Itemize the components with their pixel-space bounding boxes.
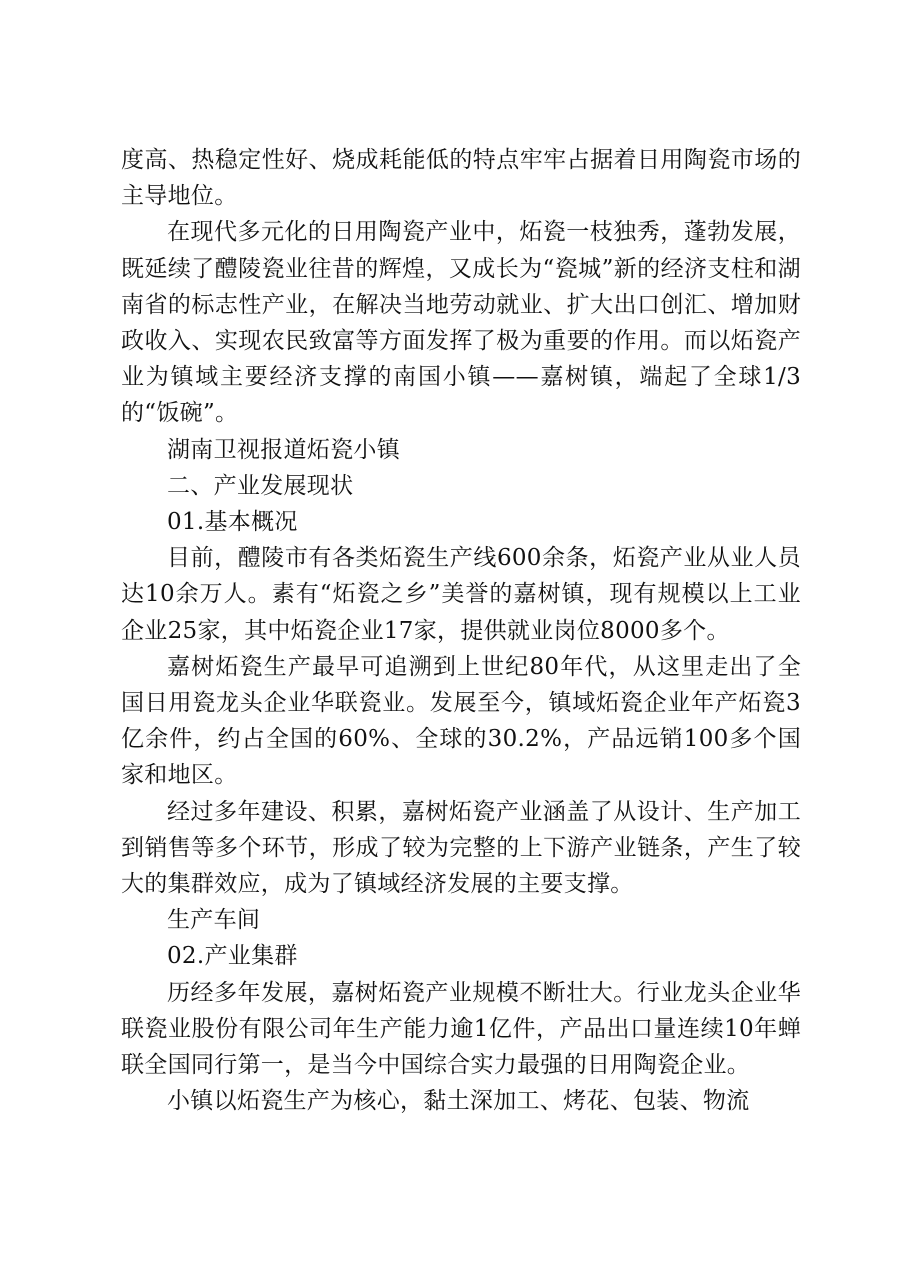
paragraph-intro-stoneware: 在现代多元化的日用陶瓷产业中，炻瓷一枝独秀，蓬勃发展，既延续了醴陵瓷业往昔的辉煌，又成长为“瓷城”新的经济支柱和湖南省的标志性产业，在解决当地劳动就业、扩大出口创汇、增加财政收入、实现农民致富等方面发挥了极为重要的作用。而以炻瓷产业为镇域主要经济支撑的南国小镇——嘉树镇，端起了全球1/3的“饭碗”。	[121, 219, 801, 427]
caption-workshop: 生产车间	[167, 907, 261, 934]
paragraph-cluster: 历经多年发展，嘉树炻瓷产业规模不断壮大。行业龙头企业华联瓷业股份有限公司年生产能力逾1亿件，产品出口量连续10年蝉联全国同行第一，是当今中国综合实力最强的日用陶瓷企业。	[121, 979, 801, 1079]
paragraph-industry-chain: 经过多年建设、积累，嘉树炻瓷产业涵盖了从设计、生产加工到销售等多个环节，形成了较为完整的上下游产业链条，产生了较大的集群效应，成为了镇域经济发展的主要支撑。	[121, 798, 801, 898]
subsection-heading-overview: 01.基本概况	[167, 509, 298, 536]
paragraph-overview: 目前，醴陵市有各类炻瓷生产线600余条，炻瓷产业从业人员达10余万人。素有“炻瓷之乡”美誉的嘉树镇，现有规模以上工业企业25家，其中炻瓷企业17家，提供就业岗位8000多个。	[121, 545, 801, 644]
paragraph-continuation: 度高、热稳定性好、烧成耗能低的特点牢牢占据着日用陶瓷市场的主导地位。	[121, 147, 801, 210]
document-body	[121, 142, 801, 1119]
paragraph-history: 嘉树炻瓷生产最早可追溯到上世纪80年代，从这里走出了全国日用瓷龙头企业华联瓷业。发展至今，镇域炻瓷企业年产炻瓷3亿余件，约占全国的60%、全球的30.2%，产品远销100多个国家和地区。	[121, 653, 801, 789]
paragraph-town-core: 小镇以炻瓷生产为核心，黏土深加工、烤花、包装、物流	[167, 1088, 750, 1115]
caption-tv-report: 湖南卫视报道炻瓷小镇	[167, 436, 400, 463]
section-heading: 二、产业发展现状	[167, 472, 354, 499]
subsection-heading-cluster: 02.产业集群	[167, 943, 298, 970]
